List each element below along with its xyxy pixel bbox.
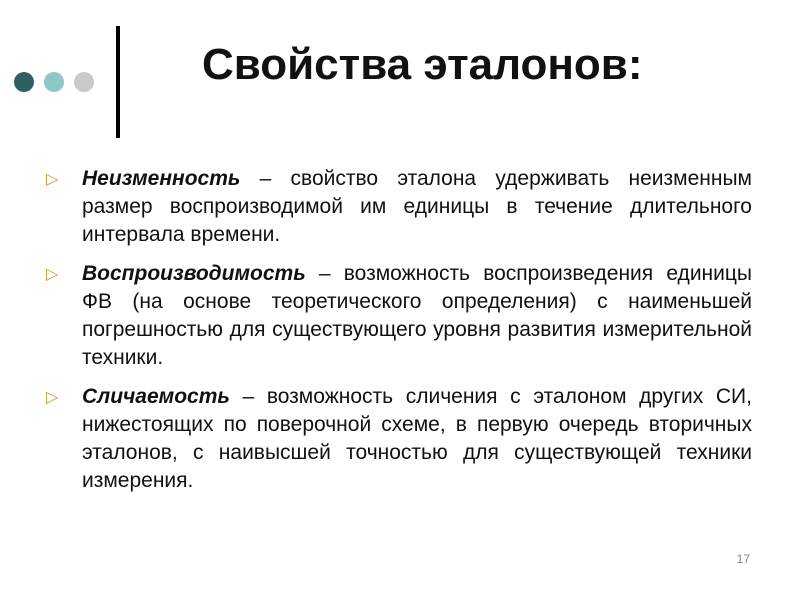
term-description: – возможность воспроизведения единицы ФВ (на основе теоретического определения) с наименьшей погрешностью для существующего уровня развития измерительной техники. <box>82 262 752 369</box>
bullet-list <box>44 165 752 506</box>
hollow-triangle-bullet-icon: ▷ <box>46 387 59 406</box>
term-description: – свойство эталона удерживать неизменным размер воспроизводимой им единицы в течение длительного интервала времени. <box>82 167 752 246</box>
list-item-vosproizvodimost <box>44 260 752 372</box>
hollow-triangle-bullet-icon: ▷ <box>46 264 59 283</box>
term-label: Сличаемость <box>82 385 230 408</box>
page-number: 17 <box>736 552 750 566</box>
dot-dark-teal <box>14 72 34 92</box>
term-label: Неизменность <box>82 167 241 190</box>
slide-title: Свойства эталонов: <box>202 40 643 89</box>
list-item-neizmennost <box>44 165 752 249</box>
title-divider-line <box>116 26 120 138</box>
term-description: – возможность сличения с эталоном других СИ, нижестоящих по поверочной схеме, в первую очередь вторичных эталонов, с наивысшей точностью для существующей техники измерения. <box>82 385 752 492</box>
list-item-slichaemost <box>44 383 752 495</box>
dot-light-teal <box>44 72 64 92</box>
hollow-triangle-bullet-icon: ▷ <box>46 169 59 188</box>
decorative-dots <box>14 72 94 92</box>
dot-gray <box>74 72 94 92</box>
term-label: Воспроизводимость <box>82 262 306 285</box>
